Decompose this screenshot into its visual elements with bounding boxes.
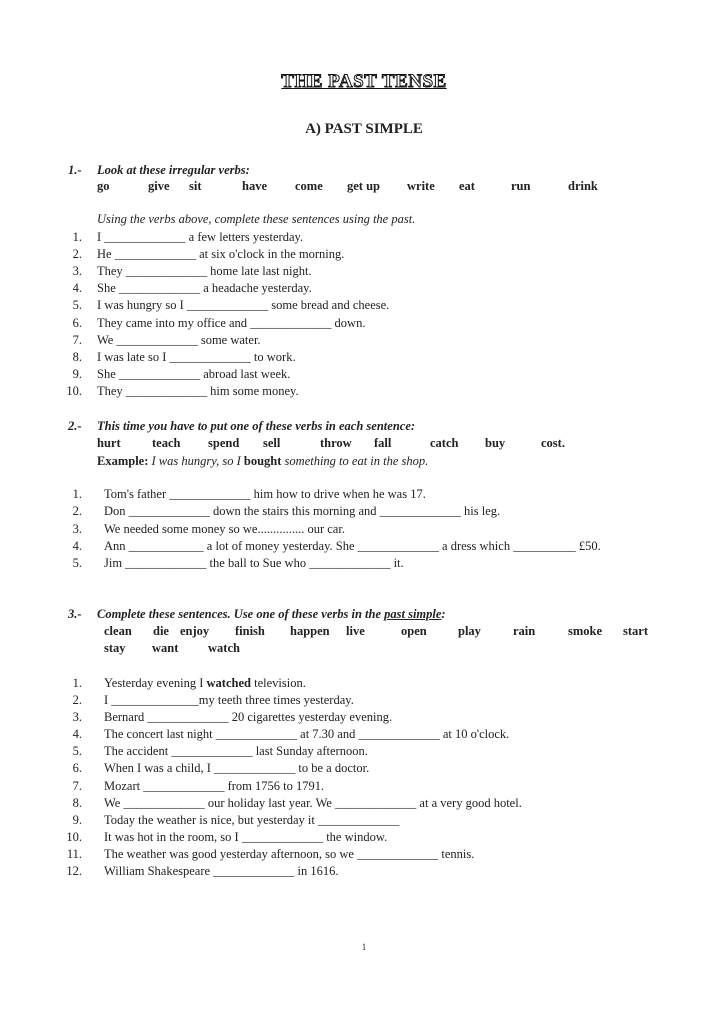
sentence-text: Yesterday evening I	[104, 676, 204, 690]
section-2-instruction: This time you have to put one of these verbs in each sentence:	[97, 419, 416, 433]
sentence-number: 5.	[72, 744, 82, 759]
example-text: something to eat in the shop.	[284, 454, 429, 468]
verb: have	[242, 179, 267, 193]
sentence-number: 10.	[66, 829, 82, 844]
sentence-text: He _____________ at six o'clock in the morning.	[97, 247, 345, 262]
sentence-text: She _____________ abroad last week.	[97, 366, 291, 381]
verb: rain	[513, 624, 536, 638]
sentence-number: 4.	[72, 538, 82, 553]
section-heading: A) PAST SIMPLE	[305, 121, 423, 137]
verb: write	[407, 179, 435, 193]
sentence-number: 3.	[72, 710, 82, 725]
verb: give	[148, 179, 170, 193]
verb: come	[295, 179, 323, 193]
section-3-verb-list-row-1	[0, 624, 728, 640]
verb: go	[97, 179, 110, 193]
page-title: THE PAST TENSE	[281, 71, 447, 92]
sentence-number: 7.	[72, 332, 82, 347]
verb: fall	[374, 436, 392, 450]
sentence-number: 5.	[72, 298, 82, 313]
instruction-text: Complete these sentences. Use one of these verbs in the	[97, 607, 381, 621]
sentence-number: 8.	[72, 795, 82, 810]
sentence-text: We needed some money so we............... our car.	[104, 521, 345, 536]
sentence-text: The accident _____________ last Sunday afternoon.	[104, 744, 368, 759]
sentence-number: 1.	[72, 676, 82, 690]
sentence-number: 9.	[72, 812, 82, 827]
sentence-text: I ______________my teeth three times yesterday.	[104, 693, 354, 707]
section-2-example	[97, 454, 428, 469]
verb: die	[153, 624, 169, 638]
sentence-text: I _____________ a few letters yesterday.	[97, 230, 304, 244]
sentence-number: 8.	[72, 349, 82, 364]
sentence-number: 10.	[66, 383, 82, 398]
verb: clean	[104, 624, 132, 638]
sentence-number: 2.	[72, 693, 82, 707]
section-3-number: 3.-	[68, 607, 82, 621]
sentence-text: I was hungry so I _____________ some bread and cheese.	[97, 298, 390, 313]
sentence-number: 9.	[72, 366, 82, 381]
sentence-number: 4.	[72, 281, 82, 296]
verb: teach	[152, 436, 181, 450]
verb: throw	[320, 436, 352, 450]
sentence-text: William Shakespeare _____________ in 1616.	[104, 864, 339, 878]
example-answer: bought	[243, 454, 282, 468]
verb: spend	[208, 436, 240, 450]
sentence-text: The weather was good yesterday afternoon, so we _____________ tennis.	[104, 846, 475, 861]
verb: run	[511, 179, 531, 193]
example-answer: watched	[206, 676, 251, 690]
sentence-text: We _____________ some water.	[97, 332, 261, 347]
sentence-text: Mozart _____________ from 1756 to 1791.	[104, 778, 325, 793]
verb: buy	[485, 436, 506, 450]
sentence-text: It was hot in the room, so I _____________ the window.	[104, 829, 388, 844]
sentence-text: They _____________ him some money.	[97, 383, 299, 398]
sentence-text: We _____________ our holiday last year. We _____________ at a very good hotel.	[104, 795, 522, 810]
sentence-text: I was late so I _____________ to work.	[97, 349, 296, 364]
sentence-text: Don _____________ down the stairs this morning and _____________ his leg.	[104, 504, 501, 519]
verb: watch	[208, 641, 240, 655]
sentence-number: 1.	[72, 487, 82, 501]
sentence-text: Bernard _____________ 20 cigarettes yesterday evening.	[104, 710, 393, 725]
sentence-number: 6.	[72, 315, 82, 330]
sentence-number: 3.	[72, 264, 82, 279]
verb: live	[346, 624, 365, 638]
sentence-text: When I was a child, I _____________ to be a doctor.	[104, 761, 370, 776]
verb: hurt	[97, 436, 121, 450]
sentence-number: 6.	[72, 761, 82, 776]
sentence-number: 11.	[66, 846, 82, 861]
section-3-instruction	[97, 607, 446, 622]
sentence-text: Today the weather is nice, but yesterday it _____________	[104, 812, 400, 827]
sentence-text: She _____________ a headache yesterday.	[97, 281, 312, 296]
sentence-text: The concert last night _____________ at 7.30 and _____________ at 10 o'clock.	[104, 727, 510, 742]
section-1-instruction: Look at these irregular verbs:	[97, 163, 250, 177]
verb: open	[401, 624, 427, 638]
verb: enjoy	[180, 624, 210, 638]
sentence-number: 2.	[72, 504, 82, 519]
section-1-intro: Using the verbs above, complete these sentences using the past.	[97, 212, 416, 226]
section-2-verb-list	[0, 436, 728, 452]
sentence-text: Jim _____________ the ball to Sue who _____________ it.	[104, 556, 404, 571]
section-1-verb-list	[0, 179, 728, 195]
example-text: I was hungry, so I	[151, 454, 241, 468]
verb: get up	[347, 179, 380, 193]
sentence-number: 12.	[66, 864, 82, 878]
sentence-number: 3.	[72, 521, 82, 536]
section-2-number: 2.-	[68, 419, 82, 433]
sentence-number: 4.	[72, 727, 82, 742]
instruction-colon: :	[441, 607, 446, 621]
section-1-number: 1.-	[68, 163, 82, 177]
sentence-text: They came into my office and _____________ down.	[97, 315, 366, 330]
verb: smoke	[568, 624, 603, 638]
verb: start	[623, 624, 648, 638]
verb: want	[152, 641, 179, 655]
verb: finish	[235, 624, 265, 638]
sentence-number: 1.	[72, 230, 82, 244]
verb: catch	[430, 436, 459, 450]
sentence-number: 5.	[72, 556, 82, 571]
example-label: Example:	[97, 454, 149, 468]
instruction-underlined: past simple	[384, 607, 442, 621]
verb: happen	[290, 624, 330, 638]
page-number: 1	[361, 942, 367, 952]
verb: eat	[459, 179, 475, 193]
sentence-text: Ann ____________ a lot of money yesterday. She _____________ a dress which __________ £50.	[104, 538, 601, 553]
verb: drink	[568, 179, 598, 193]
sentence-number: 7.	[72, 778, 82, 793]
verb: sell	[263, 436, 281, 450]
verb: sit	[189, 179, 202, 193]
sentence-text: television.	[254, 676, 306, 690]
sentence-number: 2.	[72, 247, 82, 262]
section-3-verb-list-row-2	[0, 641, 728, 657]
sentence-text: They _____________ home late last night.	[97, 264, 312, 279]
verb: stay	[104, 641, 126, 655]
verb: play	[458, 624, 481, 638]
section-3-example-sentence	[104, 676, 306, 691]
sentence-text: Tom's father _____________ him how to drive when he was 17.	[104, 487, 426, 501]
verb: cost.	[541, 436, 565, 450]
